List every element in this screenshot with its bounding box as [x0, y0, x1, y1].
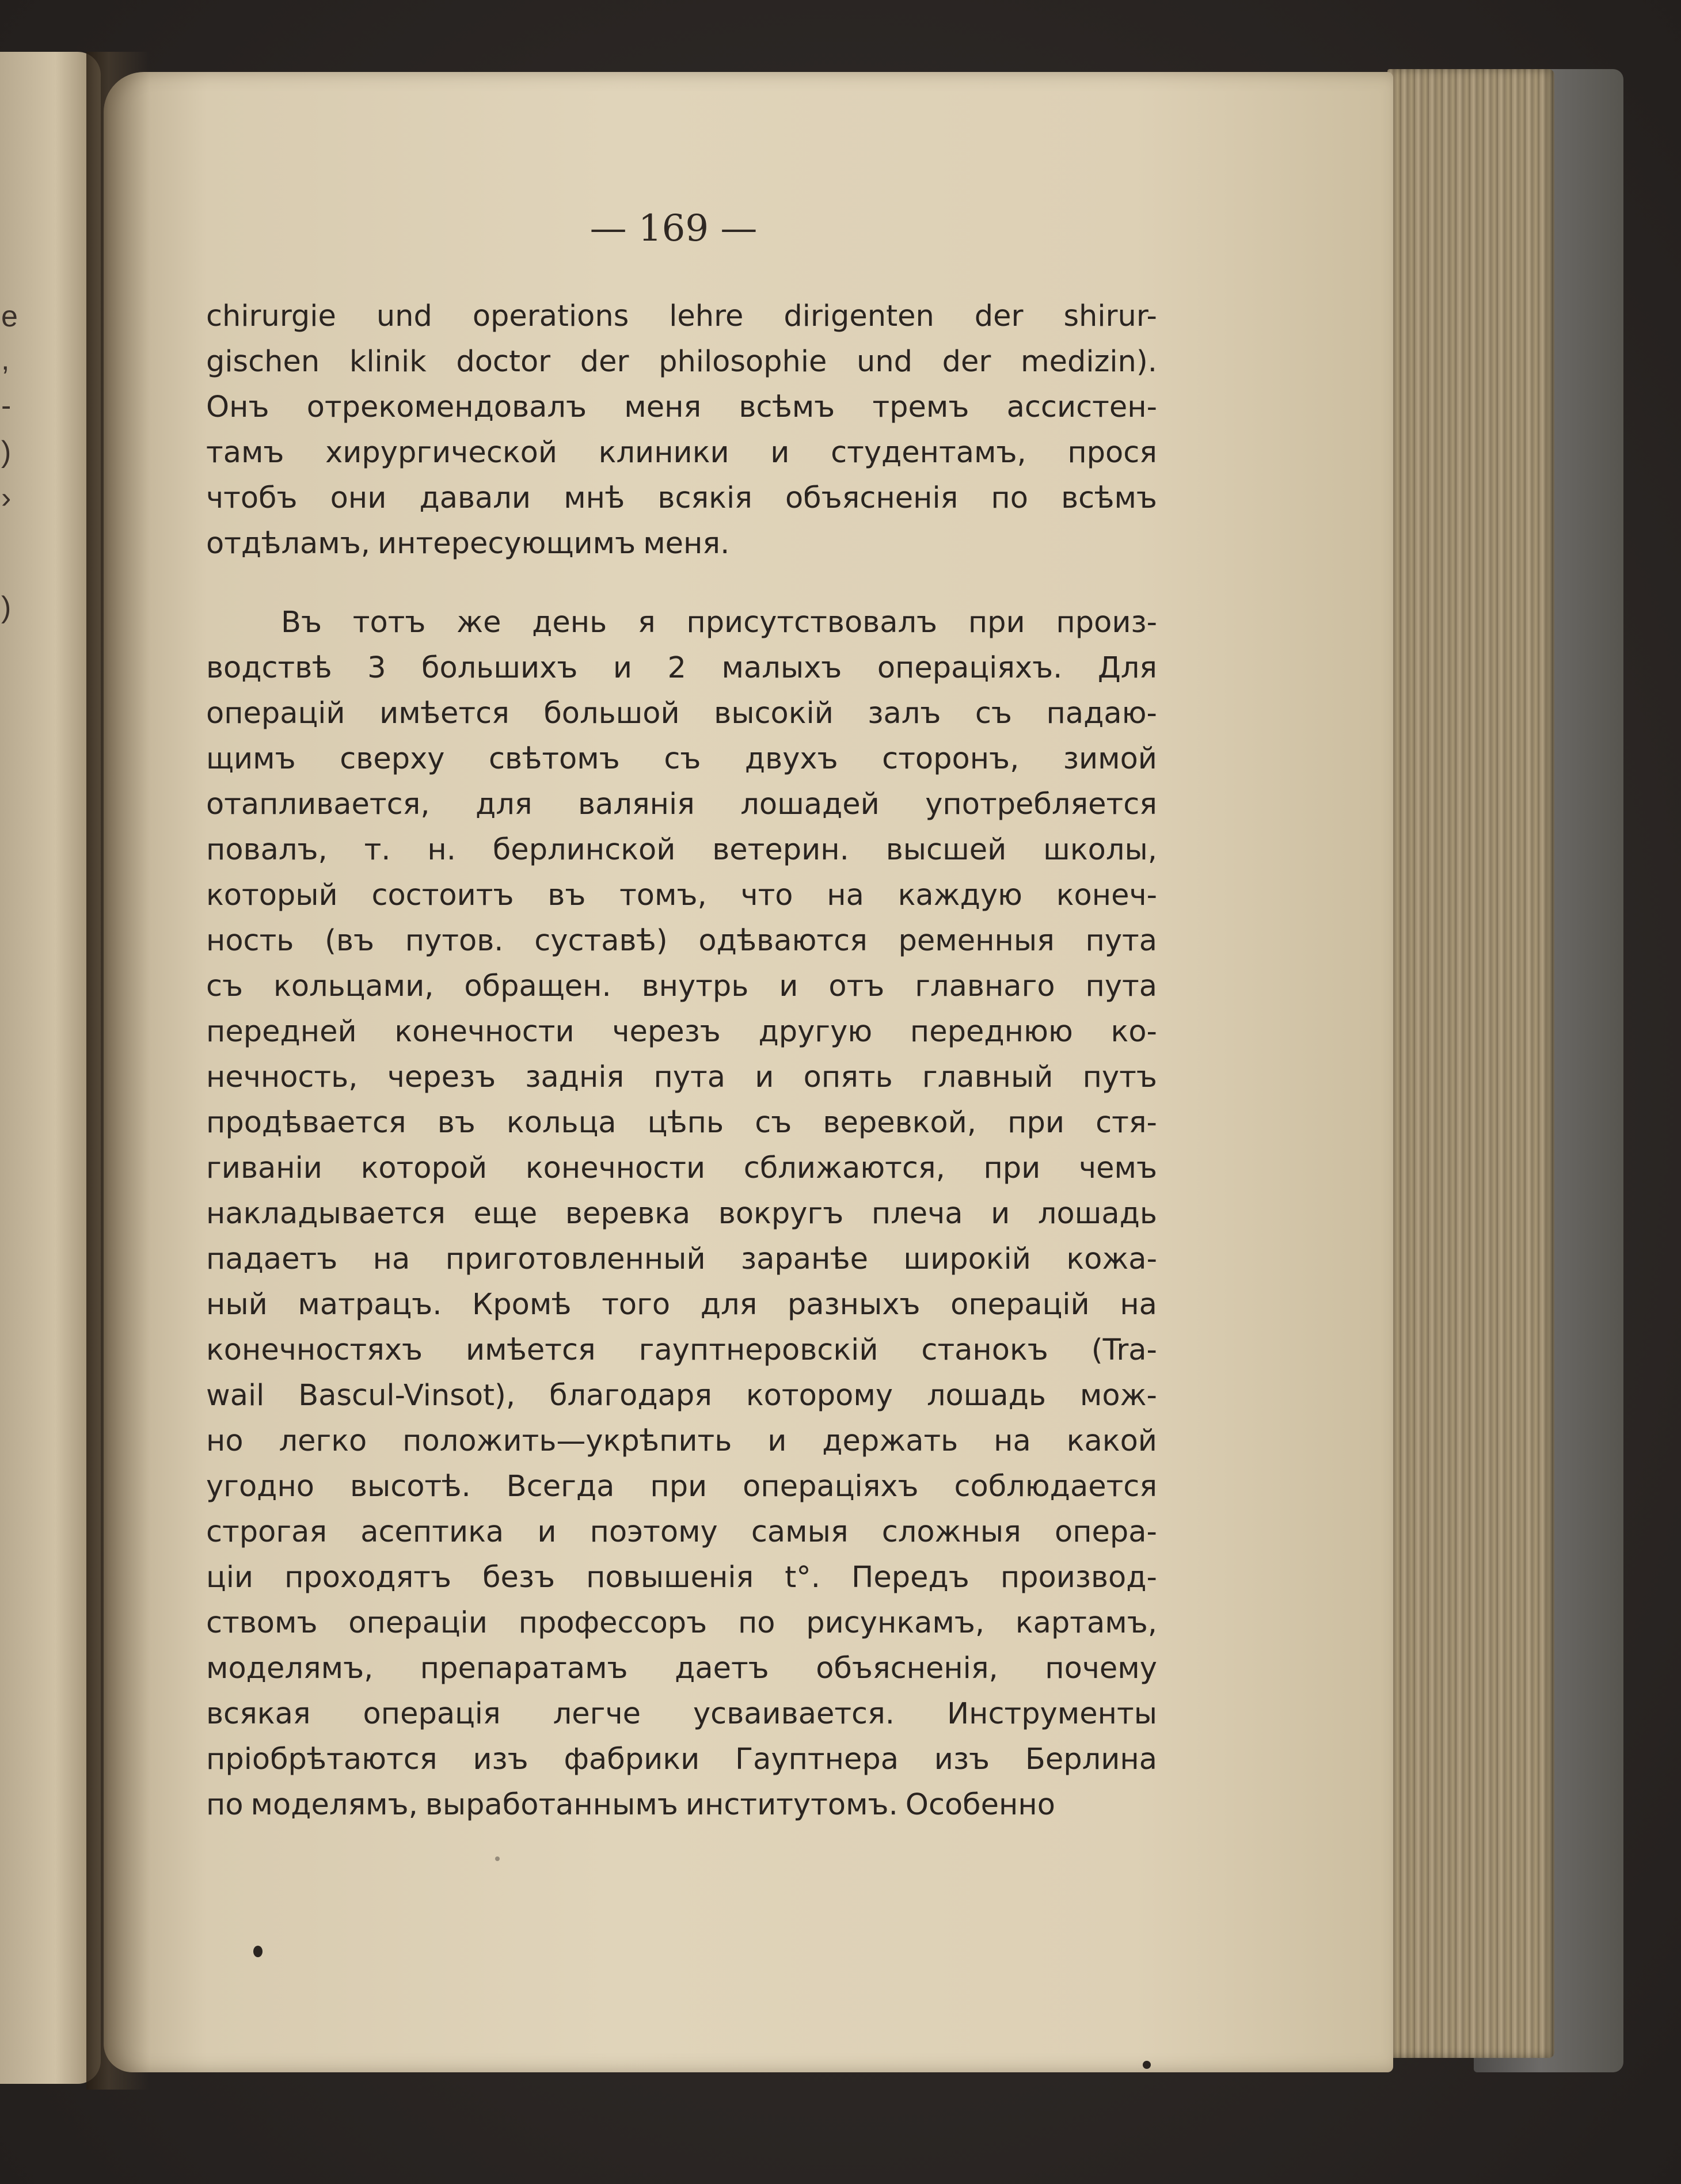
- text-line: строгая асептика и поэтому самыя сложныя опера-: [206, 1515, 1157, 1549]
- text-line: нечность, черезъ заднія пута и опять главный путъ: [206, 1060, 1157, 1094]
- text-line: передней конечности черезъ другую переднюю ко-: [206, 1015, 1157, 1049]
- text-line: пріобрѣтаются изъ фабрики Гауптнера изъ Берлина: [206, 1742, 1157, 1776]
- text-line: операцій имѣется большой высокій залъ съ падаю-: [206, 697, 1157, 730]
- text-line: продѣвается въ кольца цѣпь съ веревкой, при стя-: [206, 1106, 1157, 1140]
- text-line: гиваніи которой конечности сближаются, при чемъ: [206, 1151, 1157, 1185]
- text-line: ціи проходятъ безъ повышенія t°. Передъ производ-: [206, 1561, 1157, 1595]
- previous-page-fragment: ): [1, 435, 12, 469]
- ink-speck: [495, 1856, 500, 1861]
- previous-page-fragment: -: [1, 389, 12, 423]
- text-line: но легко положить—укрѣпить и держать на какой: [206, 1424, 1157, 1458]
- page-number: — 169 —: [590, 207, 758, 250]
- text-line: по моделямъ, выработаннымъ институтомъ. Особенно: [206, 1788, 1055, 1822]
- gutter-shadow: [86, 52, 150, 2090]
- text-line: угодно высотѣ. Всегда при операціяхъ соблюдается: [206, 1470, 1157, 1504]
- previous-page-fragment: ): [1, 591, 12, 624]
- ink-speck: [1143, 2061, 1151, 2069]
- ink-speck: [253, 1946, 263, 1957]
- previous-page-fragment: e: [1, 300, 18, 333]
- page-text: [206, 294, 1157, 1828]
- text-line: конечностяхъ имѣется гауптнеровскій станокъ (Tra-: [206, 1333, 1157, 1367]
- paragraph: [206, 600, 1157, 1828]
- text-line: падаетъ на приготовленный заранѣе широкій кожа-: [206, 1242, 1157, 1276]
- text-line: водствѣ 3 большихъ и 2 малыхъ операціяхъ. Для: [206, 651, 1157, 685]
- page-block-edge: [1387, 69, 1554, 2058]
- previous-page-fragment: ,: [1, 343, 10, 376]
- text-line: накладывается еще веревка вокругъ плеча и лошадь: [206, 1197, 1157, 1231]
- text-line: съ кольцами, обращен. внутрь и отъ главнаго пута: [206, 969, 1157, 1003]
- text-line: ный матрацъ. Кромѣ того для разныхъ операцій на: [206, 1288, 1157, 1322]
- text-line: моделямъ, препаратамъ даетъ объясненія, почему: [206, 1652, 1157, 1685]
- text-line: который состоитъ въ томъ, что на каждую конеч-: [206, 878, 1157, 912]
- text-line: щимъ сверху свѣтомъ съ двухъ сторонъ, зимой: [206, 742, 1157, 776]
- previous-page-fragment: ›: [1, 481, 12, 515]
- paragraph: [206, 294, 1157, 566]
- text-line: gischen klinik doctor der philosophie und der medizin).: [206, 345, 1157, 379]
- text-line: wail Bascul-Vinsot), благодаря которому лошадь мож-: [206, 1379, 1157, 1413]
- text-line: chirurgie und operations lehre dirigenten der shirur-: [206, 299, 1157, 333]
- text-line: Въ тотъ же день я присутствовалъ при произ-: [281, 606, 1157, 640]
- text-line: тамъ хирургической клиники и студентамъ, прося: [206, 436, 1157, 470]
- text-line: ствомъ операціи профессоръ по рисункамъ, картамъ,: [206, 1606, 1157, 1640]
- text-line: ность (въ путов. суставѣ) одѣваются ременныя пута: [206, 924, 1157, 958]
- text-line: повалъ, т. н. берлинской ветерин. высшей школы,: [206, 833, 1157, 867]
- previous-page: [0, 52, 101, 2084]
- text-line: Онъ отрекомендовалъ меня всѣмъ тремъ ассистен-: [206, 390, 1157, 424]
- text-line: всякая операція легче усваивается. Инструменты: [206, 1697, 1157, 1731]
- text-line: отдѣламъ, интересующимъ меня.: [206, 527, 730, 561]
- text-line: чтобъ они давали мнѣ всякія объясненія по всѣмъ: [206, 481, 1157, 515]
- text-line: отапливается, для валянія лошадей употребляется: [206, 787, 1157, 821]
